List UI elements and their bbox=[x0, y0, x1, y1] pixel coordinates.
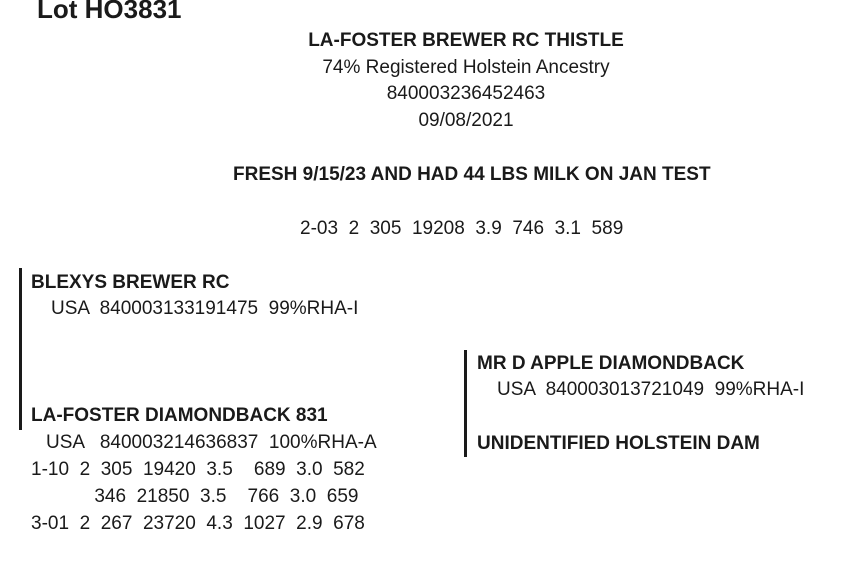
pedigree-line-maternal bbox=[464, 350, 467, 457]
pedigree-line-sire-dam bbox=[19, 268, 22, 430]
maternal-granddam-name: UNIDENTIFIED HOLSTEIN DAM bbox=[477, 433, 760, 454]
fresh-note: FRESH 9/15/23 AND HAD 44 LBS MILK ON JAN TEST bbox=[233, 164, 711, 185]
dam-record: 1-10 2 305 19420 3.5 689 3.0 582 bbox=[31, 459, 365, 480]
ancestry-text: 74% Registered Holstein Ancestry bbox=[322, 57, 610, 78]
maternal-grandsire-info: USA 840003013721049 99%RHA-I bbox=[497, 379, 805, 400]
birth-date: 09/08/2021 bbox=[418, 110, 514, 131]
dam-info: USA 840003214636837 100%RHA-A bbox=[46, 432, 377, 453]
animal-id: 840003236452463 bbox=[386, 83, 546, 104]
sire-name: BLEXYS BREWER RC bbox=[31, 272, 230, 293]
dam-record: 346 21850 3.5 766 3.0 659 bbox=[31, 486, 359, 507]
lot-number: Lot HO3831 bbox=[37, 0, 182, 24]
production-record: 2-03 2 305 19208 3.9 746 3.1 589 bbox=[300, 218, 624, 239]
dam-record: 3-01 2 267 23720 4.3 1027 2.9 678 bbox=[31, 513, 365, 534]
dam-name: LA-FOSTER DIAMONDBACK 831 bbox=[31, 405, 328, 426]
maternal-grandsire-name: MR D APPLE DIAMONDBACK bbox=[477, 353, 745, 374]
animal-name: LA-FOSTER BREWER RC THISTLE bbox=[308, 30, 624, 51]
sire-info: USA 840003133191475 99%RHA-I bbox=[51, 298, 359, 319]
